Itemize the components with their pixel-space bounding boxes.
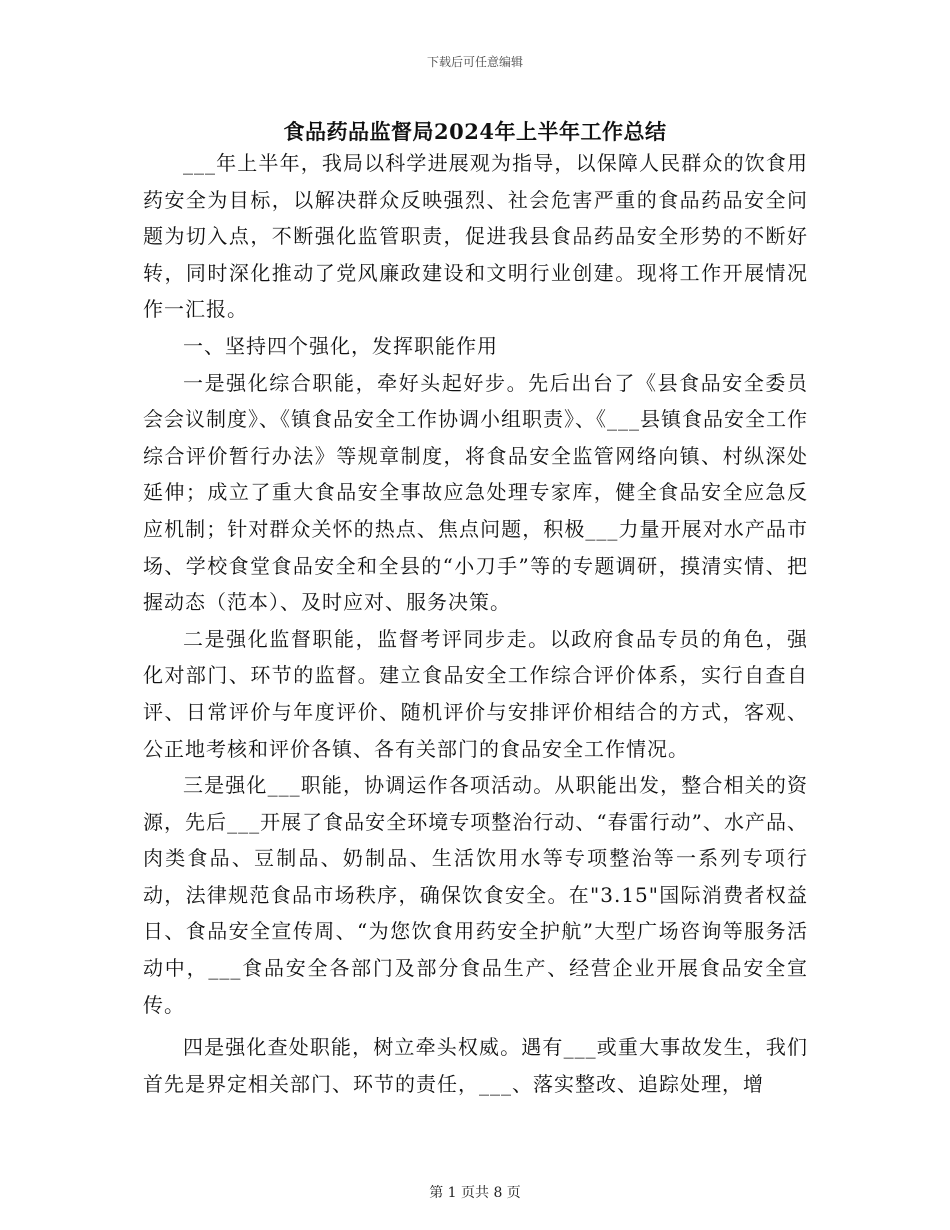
section-heading: 一、坚持四个强化，发挥职能作用	[183, 333, 498, 358]
paragraph-point-3: 三是强化___职能，协调运作各项活动。从职能出发，整合相关的资源，先后___开展了食品安全环境专项整治行动、“春雷行动”、水产品、肉类食品、豆制品、奶制品、生活饮用水等专项整治等一系列专项行动，法律规范食品市场秩序，确保饮食安全。在"3.15"国际消费者权益日、食品安全宣传周、“为您饮食用药安全护航”大型广场咨询等服务活动中，___食品安全各部门及部分食品生产、经营企业开展食品安全宣传。	[143, 773, 808, 1017]
paragraph-point-2: 二是强化监督职能，监督考评同步走。以政府食品专员的角色，强化对部门、环节的监督。建立食品安全工作综合评价体系，实行自查自评、日常评价与年度评价、随机评价与安排评价相结合的方式，客观、公正地考核和评价各镇、各有关部门的食品安全工作情况。	[143, 626, 808, 761]
paragraph-point-1: 一是强化综合职能，牵好头起好步。先后出台了《县食品安全委员会会议制度》、《镇食品安全工作协调小组职责》、《___县镇食品安全工作综合评价暂行办法》等规章制度，将食品安全监管网络向镇、村纵深处延伸；成立了重大食品安全事故应急处理专家库，健全食品安全应急反应机制；针对群众关怀的热点、焦点问题，积极___力量开展对水产品市场、学校食堂食品安全和全县的“小刀手”等的专题调研，摸清实情、把握动态（范本）、及时应对、服务决策。	[143, 370, 808, 615]
paragraph-intro: ___年上半年，我局以科学进展观为指导，以保障人民群众的饮食用药安全为目标，以解决群众反映强烈、社会危害严重的食品药品安全问题为切入点，不断强化监管职责，促进我县食品药品安全形势的不断好转，同时深化推动了党风廉政建设和文明行业创建。现将工作开展情况作一汇报。	[143, 151, 808, 322]
page-footer: 第 1 页共 8 页	[429, 1185, 521, 1201]
header-note: 下载后可任意编辑	[426, 55, 523, 69]
paragraph-point-4: 四是强化查处职能，树立牵头权威。遇有___或重大事故发生，我们首先是界定相关部门、环节的责任，___、落实整改、追踪处理，增	[143, 1035, 808, 1096]
document-title: 食品药品监督局2024年上半年工作总结	[283, 119, 667, 144]
document-body	[143, 145, 808, 1102]
